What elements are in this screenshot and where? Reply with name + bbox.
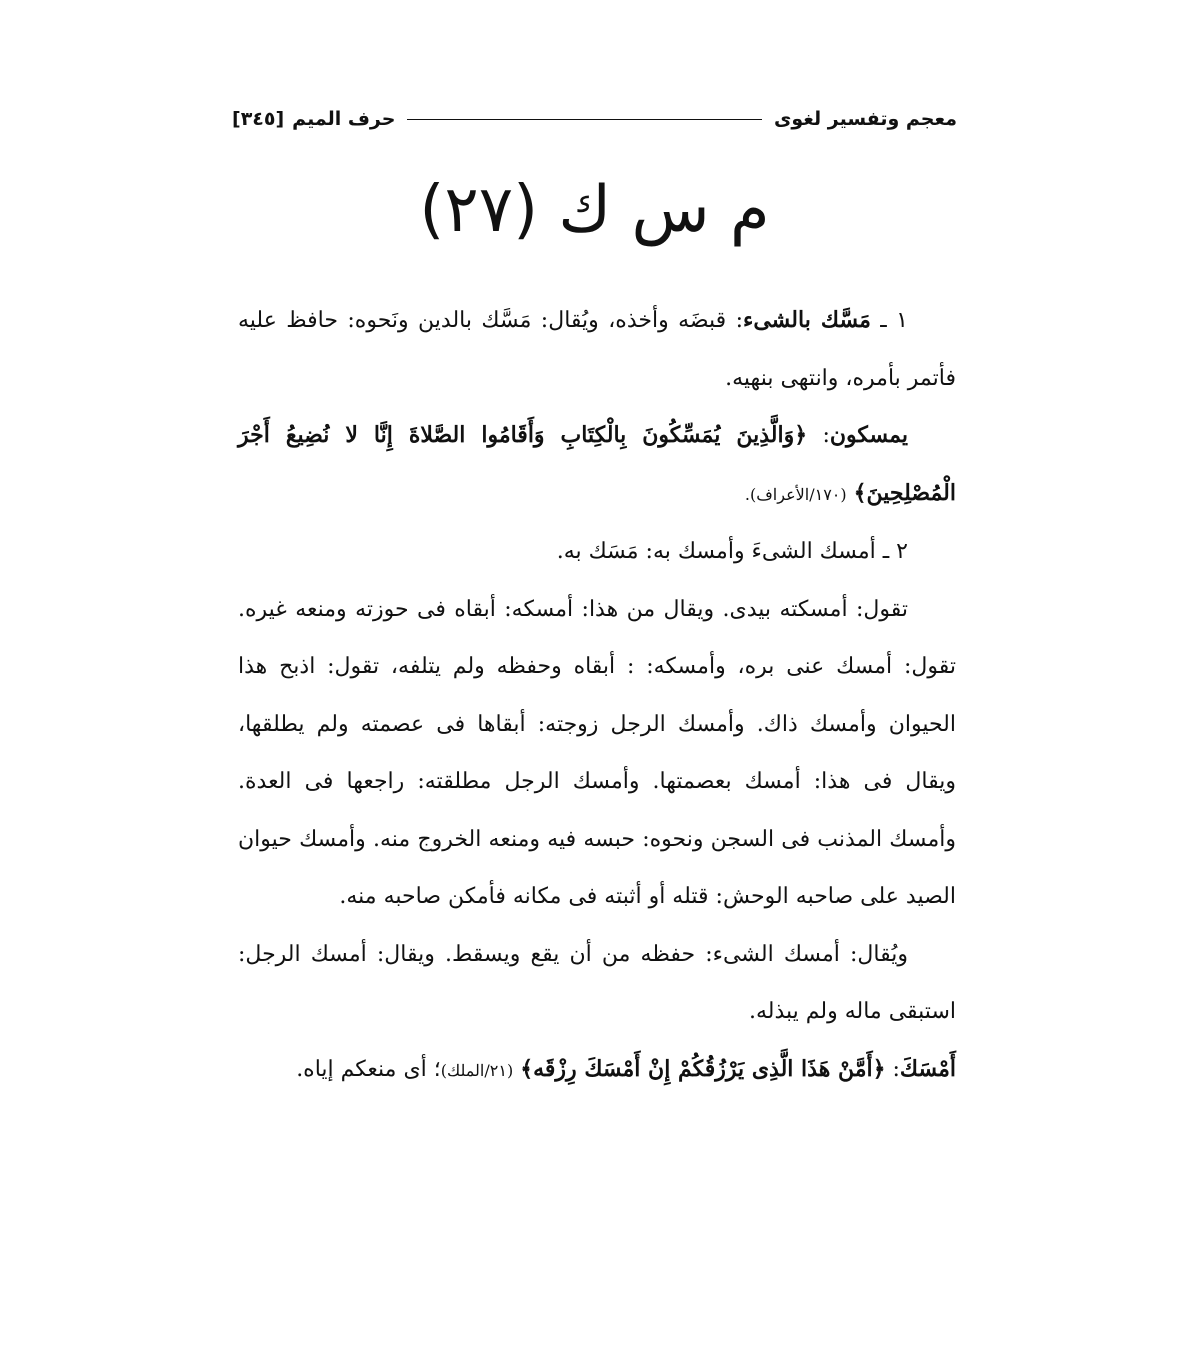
text-run: ٢ ـ أمسك الشىءَ وأمسك به: مَسَك به. bbox=[556, 539, 908, 564]
paragraph-6 bbox=[238, 1041, 956, 1100]
text-run: (٢١/الملك) bbox=[440, 1060, 514, 1080]
text-run: تقول: أمسكته بيدى. ويقال من هذا: أمسكه: أبقاه فى حوزته ومنعه غيره. تقول: أمسك عنى بره، وأمسكه: : أبقاه وحفظه ولم يتلفه، تقول: اذبح هذا الحيوان وأمسك ذاك. وأمسك الرجل زوجته: أبقاها فى عصمته ولم يطلقها، ويقال فى هذا: أمسك بعصمتها. وأمسك الرجل مطلقته: راجعها فى العدة. وأمسك المذنب فى السجن ونحوه: حبسه فيه ومنعه الخروج منه. وأمسك حيوان الصيد على صاحبه الوحش: قتله أو أثبته فى مكانه فأمكن صاحبه منه. bbox=[238, 596, 956, 909]
text-run: ويُقال: أمسك الشىء: حفظه من أن يقع ويسقط. ويقال: أمسك الرجل: استبقى ماله ولم يبذله. bbox=[238, 941, 956, 1024]
text-run bbox=[847, 481, 854, 506]
text-run: ﴿وَالَّذِينَ يُمَسِّكُونَ بِالْكِتَابِ وَأَقَامُوا الصَّلاةَ إِنَّا لا نُضِيعُ أَجْرَ الْمُصْلِحِينَ﴾ bbox=[238, 422, 956, 506]
paragraph-2 bbox=[238, 407, 956, 523]
paragraph-3 bbox=[238, 523, 956, 581]
text-run: : قبضَه وأخذه، ويُقال: مَسَّك بالدين ونَحوه: حافظ عليه فأتمر بأمره، وانتهى بنهيه. bbox=[238, 308, 956, 391]
text-run: مَسَّك بالشىء bbox=[743, 307, 871, 333]
text-run: : bbox=[807, 423, 830, 448]
text-run: أَمْسَكَ bbox=[899, 1055, 956, 1082]
paragraph-5 bbox=[238, 926, 956, 1041]
page-number: [٣٤٥] bbox=[232, 108, 285, 130]
running-header bbox=[232, 104, 957, 134]
header-rule bbox=[407, 119, 762, 120]
text-run: ﴿أَمَّنْ هَذَا الَّذِى يَرْزُقُكُمْ إِنْ أَمْسَكَ رِزْقَه﴾ bbox=[520, 1055, 886, 1082]
text-run: ١ ـ bbox=[870, 308, 908, 333]
text-run: ؛ أى منعكم إياه. bbox=[296, 1056, 441, 1082]
section-name: حرف الميم bbox=[292, 108, 396, 130]
entry-body bbox=[238, 292, 956, 1099]
book-title: معجم وتفسير لغوى bbox=[773, 108, 957, 130]
entry-title: م س ك (٢٧) bbox=[419, 173, 770, 247]
text-run: (١٧٠/الأعراف). bbox=[744, 484, 847, 504]
paragraph-1 bbox=[238, 292, 956, 407]
paragraph-4 bbox=[238, 581, 956, 926]
text-run: يمسكون bbox=[829, 422, 908, 448]
text-run: : bbox=[885, 1056, 900, 1082]
